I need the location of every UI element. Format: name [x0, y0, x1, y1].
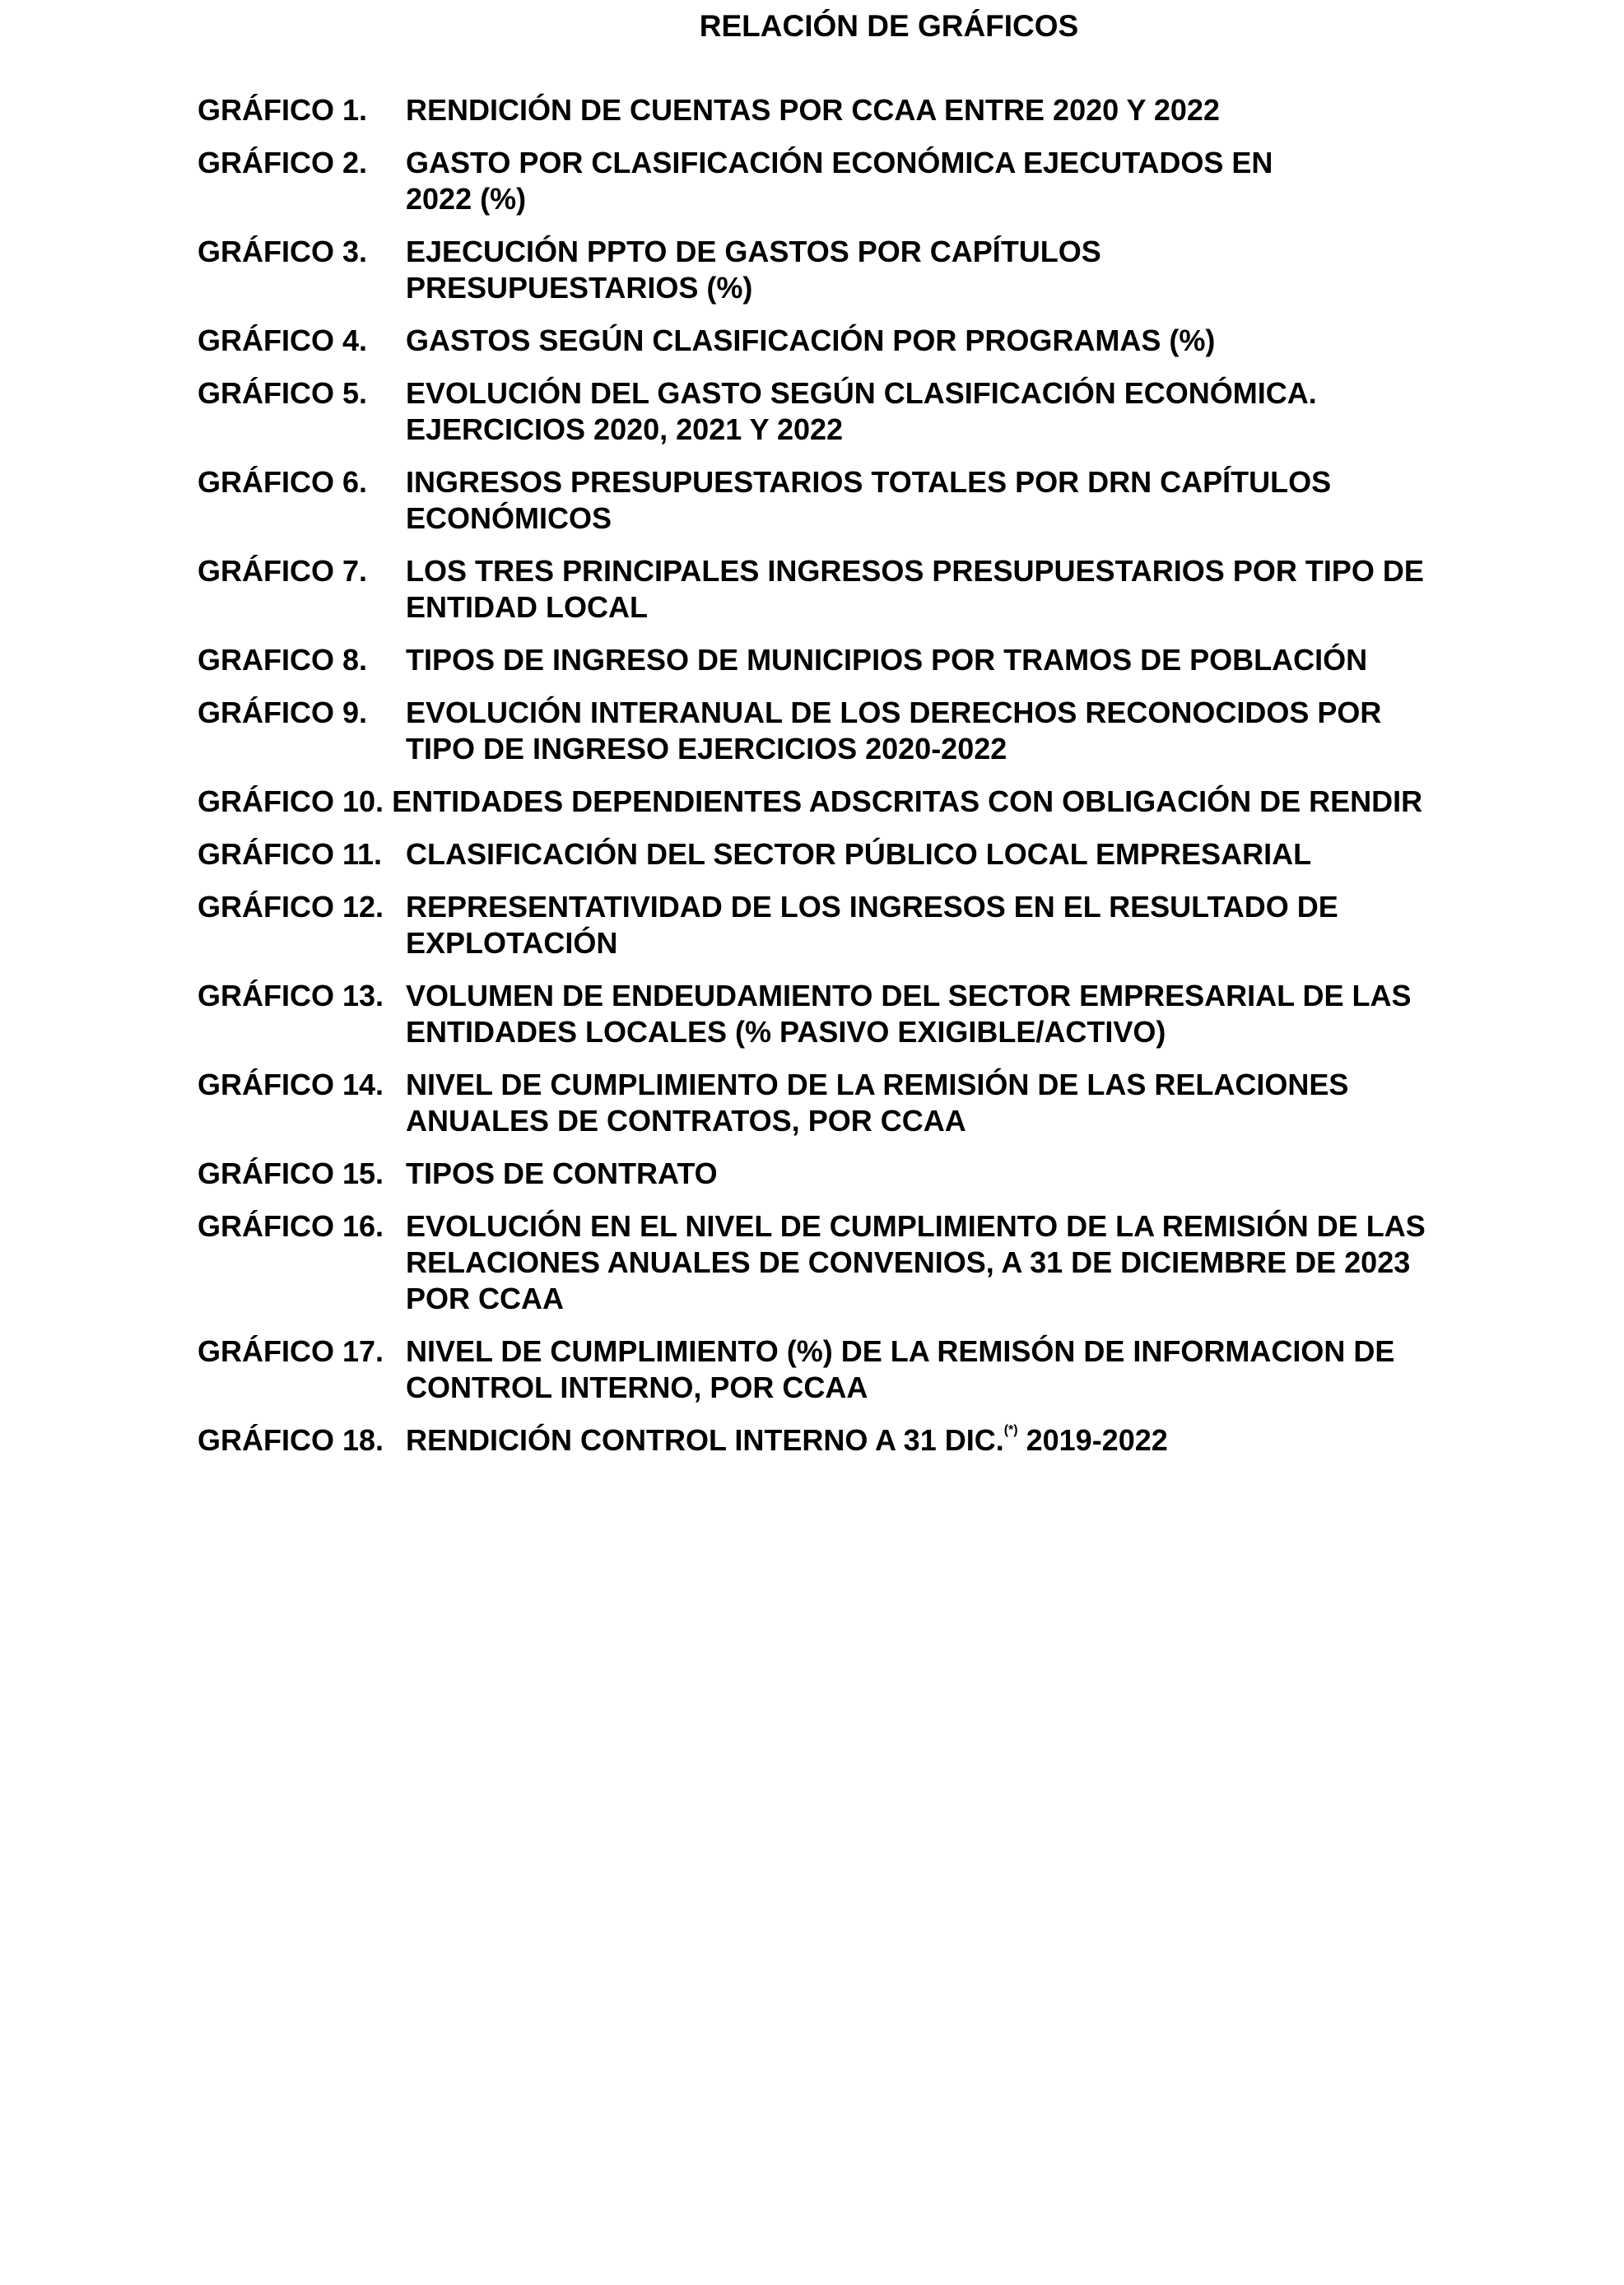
figure-title: GASTOS SEGÚN CLASIFICACIÓN POR PROGRAMAS (%) — [406, 323, 1216, 357]
figure-title — [406, 1422, 1449, 1459]
figure-label: GRÁFICO 5. — [198, 376, 368, 410]
figure-label: GRÁFICO 14. — [198, 1068, 384, 1101]
list-item[interactable] — [198, 234, 1449, 306]
figure-label: GRÁFICO 12. — [198, 890, 384, 924]
list-item[interactable] — [198, 836, 1449, 873]
figure-label: GRÁFICO 11. — [198, 837, 383, 871]
figure-label: GRÁFICO 17. — [198, 1334, 384, 1368]
list-item[interactable] — [198, 695, 1449, 767]
figure-title: REPRESENTATIVIDAD DE LOS INGRESOS EN EL RESULTADO DE EXPLOTACIÓN — [406, 890, 1338, 960]
figure-label: GRÁFICO 9. — [198, 696, 368, 729]
figure-title: INGRESOS PRESUPUESTARIOS TOTALES POR DRN CAPÍTULOS ECONÓMICOS — [406, 465, 1332, 535]
figure-title: NIVEL DE CUMPLIMIENTO DE LA REMISIÓN DE LAS RELACIONES ANUALES DE CONTRATOS, POR CCAA — [406, 1068, 1349, 1138]
figure-title: GASTO POR CLASIFICACIÓN ECONÓMICA EJECUTADOS EN 2022 (%) — [406, 146, 1273, 216]
figure-title: TIPOS DE INGRESO DE MUNICIPIOS POR TRAMOS DE POBLACIÓN — [406, 643, 1368, 677]
list-item[interactable] — [198, 642, 1449, 678]
figure-title: EJECUCIÓN PPTO DE GASTOS POR CAPÍTULOS PRESUPUESTARIOS (%) — [406, 235, 1101, 305]
figure-title: EVOLUCIÓN DEL GASTO SEGÚN CLASIFICACIÓN ECONÓMICA. EJERCICIOS 2020, 2021 Y 2022 — [406, 376, 1317, 446]
figure-label: GRÁFICO 1. — [198, 93, 368, 127]
figure-title: CLASIFICACIÓN DEL SECTOR PÚBLICO LOCAL EMPRESARIAL — [406, 837, 1312, 871]
figure-list — [198, 92, 1449, 1475]
figure-label: GRÁFICO 10. — [198, 784, 384, 818]
list-item[interactable] — [198, 1422, 1449, 1459]
figure-title: NIVEL DE CUMPLIMIENTO (%) DE LA REMISÓN DE INFORMACION DE CONTROL INTERNO, POR CCAA — [406, 1334, 1395, 1404]
list-item[interactable] — [198, 145, 1449, 217]
figure-label: GRÁFICO 15. — [198, 1156, 384, 1190]
list-item[interactable] — [198, 323, 1449, 359]
list-item[interactable] — [198, 978, 1449, 1050]
figure-label: GRÁFICO 2. — [198, 146, 368, 179]
figure-label: GRÁFICO 6. — [198, 465, 368, 499]
list-item[interactable] — [198, 1156, 1449, 1192]
footnote-marker: (*) — [1003, 1423, 1018, 1437]
figure-title-years: 2019-2022 — [1017, 1423, 1168, 1457]
figure-title: EVOLUCIÓN EN EL NIVEL DE CUMPLIMIENTO DE LA REMISIÓN DE LAS RELACIONES ANUALES DE CONVENIOS, A 31 DE DICIEMBRE DE 2023 POR CCAA — [406, 1209, 1426, 1315]
page-title: RELACIÓN DE GRÁFICOS — [699, 9, 1079, 43]
figure-title: VOLUMEN DE ENDEUDAMIENTO DEL SECTOR EMPRESARIAL DE LAS ENTIDADES LOCALES (% PASIVO EXIGIBLE/ACTIVO) — [406, 979, 1412, 1049]
figure-title: LOS TRES PRINCIPALES INGRESOS PRESUPUESTARIOS POR TIPO DE ENTIDAD LOCAL — [406, 554, 1424, 624]
figure-label: GRÁFICO 3. — [198, 235, 368, 268]
list-item[interactable] — [198, 464, 1449, 537]
figure-label: GRÁFICO 7. — [198, 554, 368, 588]
figure-label: GRÁFICO 16. — [198, 1209, 384, 1243]
list-item[interactable] — [198, 1208, 1449, 1317]
list-item[interactable] — [198, 92, 1449, 128]
list-item[interactable] — [198, 784, 1449, 820]
list-item[interactable] — [198, 1067, 1449, 1139]
figure-label: GRÁFICO 4. — [198, 323, 368, 357]
figure-label: GRÁFICO 13. — [198, 979, 384, 1012]
list-item[interactable] — [198, 553, 1449, 626]
figure-label: GRAFICO 8. — [198, 643, 368, 677]
figure-title: ENTIDADES DEPENDIENTES ADSCRITAS CON OBLIGACIÓN DE RENDIR — [392, 784, 1423, 818]
figure-title: RENDICIÓN DE CUENTAS POR CCAA ENTRE 2020 Y 2022 — [406, 93, 1220, 127]
list-item[interactable] — [198, 889, 1449, 961]
figure-label: GRÁFICO 18. — [198, 1423, 384, 1457]
list-item[interactable] — [198, 1333, 1449, 1406]
figure-title: EVOLUCIÓN INTERANUAL DE LOS DERECHOS RECONOCIDOS POR TIPO DE INGRESO EJERCICIOS 2020-2022 — [406, 696, 1382, 766]
list-item[interactable] — [198, 375, 1449, 448]
figure-title-main: RENDICIÓN CONTROL INTERNO A 31 DIC. — [406, 1423, 1004, 1457]
figure-title: TIPOS DE CONTRATO — [406, 1156, 718, 1190]
